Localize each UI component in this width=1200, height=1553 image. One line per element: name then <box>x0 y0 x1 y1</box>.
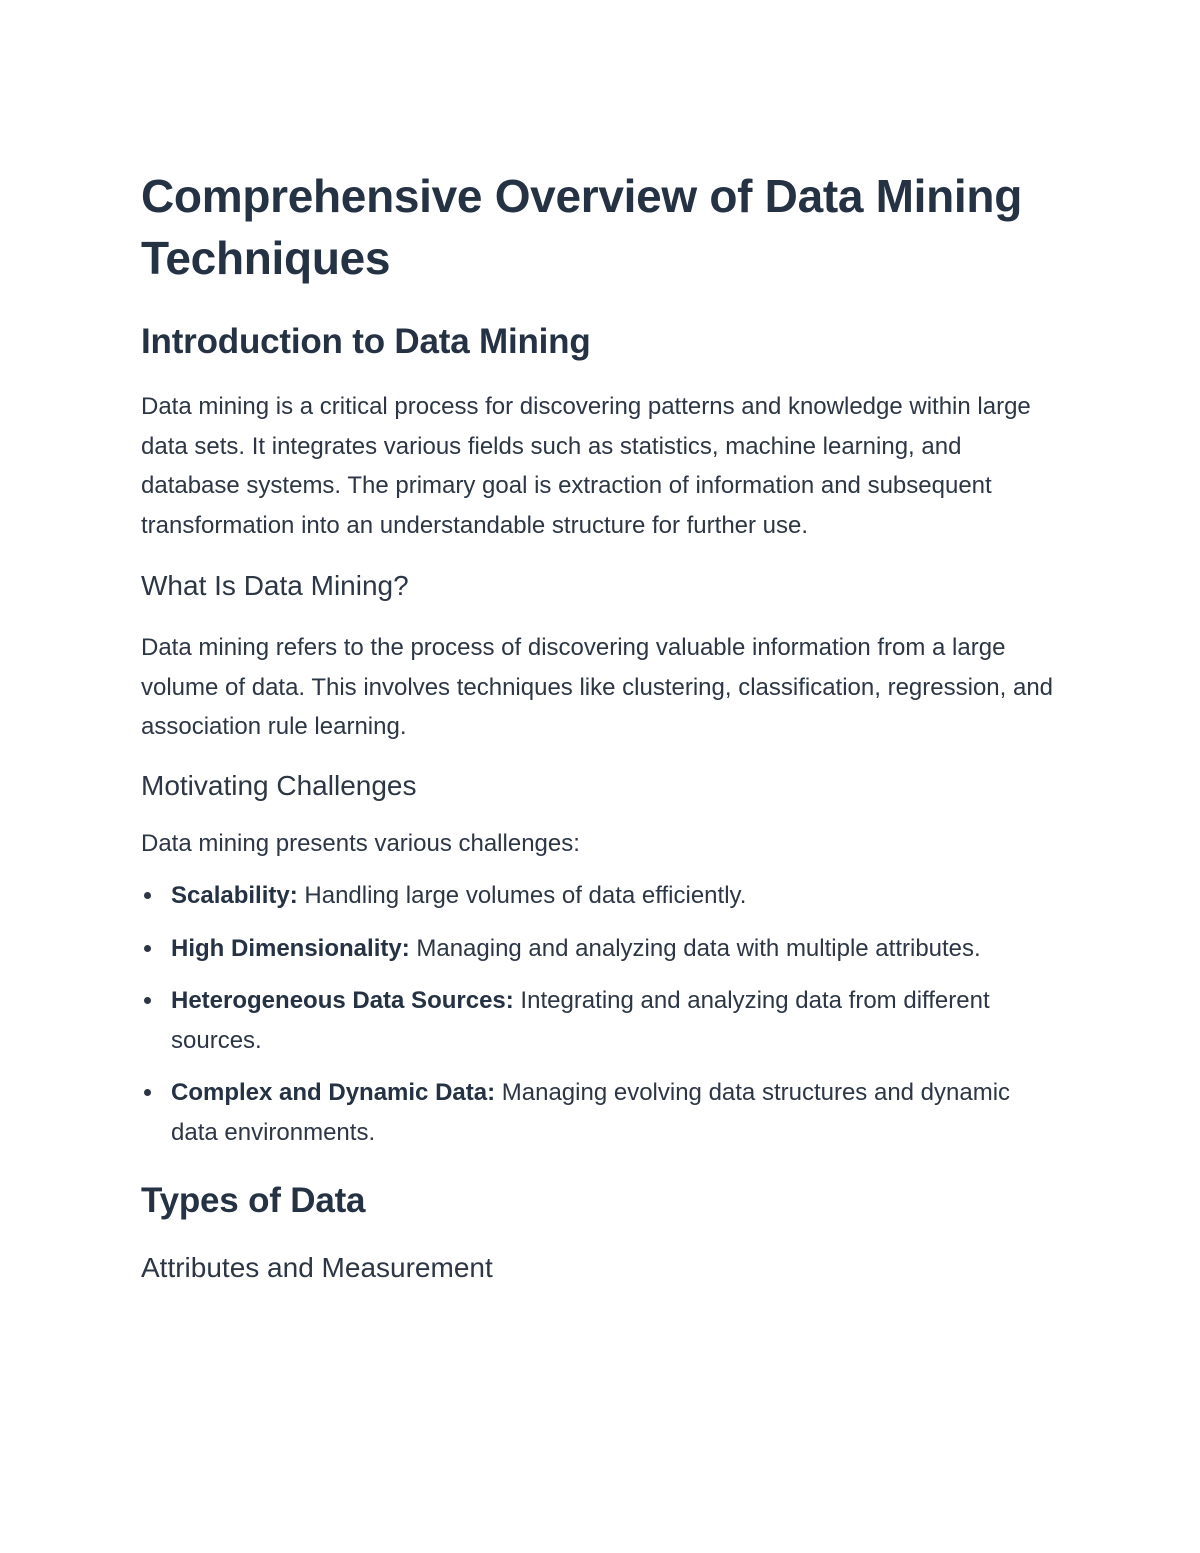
list-item <box>141 1073 1061 1152</box>
bullet-icon <box>144 892 151 899</box>
bullet-icon <box>144 945 151 952</box>
section-heading-types-of-data: Types of Data <box>141 1181 366 1220</box>
list-item-text: Integrating and analyzing data from different sources. <box>171 987 990 1054</box>
list-item-term: High Dimensionality: <box>171 934 410 962</box>
list-item-text: Handling large volumes of data efficiently. <box>297 882 747 909</box>
subsection-heading-what-is-data-mining: What Is Data Mining? <box>141 570 409 601</box>
list-item <box>141 981 1061 1060</box>
bullet-icon <box>144 1089 151 1096</box>
list-item-term: Scalability: <box>171 882 298 909</box>
challenges-list <box>141 876 1061 1152</box>
bullet-icon <box>144 997 151 1004</box>
subsection-heading-motivating-challenges: Motivating Challenges <box>141 769 417 801</box>
introduction-paragraph: Data mining is a critical process for discovering patterns and knowledge within large data sets. It integrates various fields such as statistics, machine learning, and database systems. The primary goal is extraction of information and subsequent transformation into an understandable structure for further use. <box>141 393 1031 539</box>
list-item-term: Heterogeneous Data Sources: <box>171 987 514 1014</box>
list-item-text: Managing evolving data structures and dynamic data environments. <box>171 1079 1011 1146</box>
subsection-heading-attributes-and-measurement: Attributes and Measurement <box>141 1252 493 1283</box>
what-is-data-mining-paragraph: Data mining refers to the process of discovering valuable information from a large volume of data. This involves techniques like clustering, classification, regression, and association rule learning. <box>141 634 1054 740</box>
list-item-term: Complex and Dynamic Data: <box>171 1079 496 1106</box>
motivating-challenges-intro: Data mining presents various challenges: <box>141 829 580 857</box>
section-heading-introduction: Introduction to Data Mining <box>141 322 591 361</box>
document-page <box>141 165 1061 1286</box>
list-item <box>141 929 1061 969</box>
list-item <box>141 876 1061 916</box>
list-item-text: Managing and analyzing data with multiple attributes. <box>409 934 981 962</box>
page-title: Comprehensive Overview of Data Mining Techniques <box>141 170 1023 284</box>
